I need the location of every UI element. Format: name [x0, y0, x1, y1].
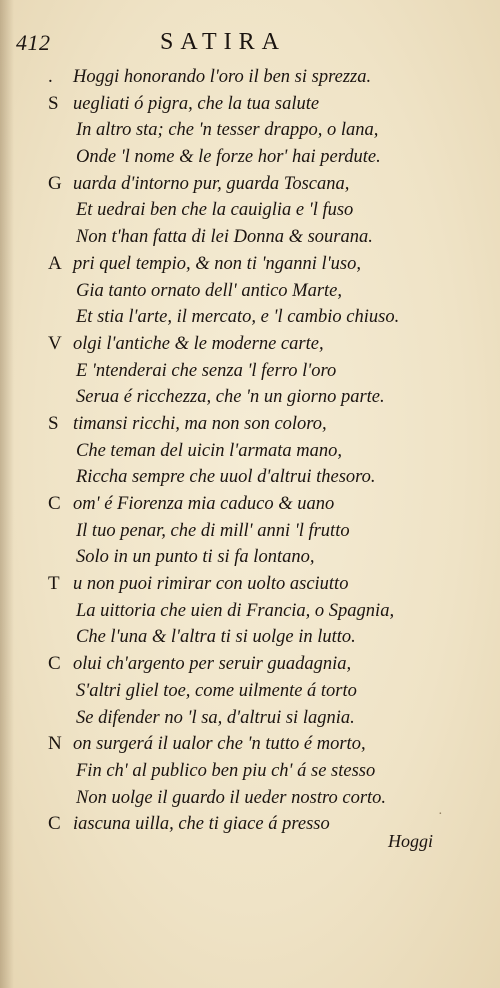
verse-text: Gia tanto ornato dell' antico Marte, [76, 280, 343, 301]
verse-line [0, 598, 500, 625]
verse-text: Non t'han fatta di lei Donna & sourana. [76, 227, 373, 248]
verse-text: Non uolge il guardo il ueder nostro corto. [76, 787, 387, 808]
verse-line [0, 544, 500, 571]
verse-text: Solo in un punto ti si fa lontano, [76, 547, 315, 568]
verse-line [0, 464, 500, 491]
verse-text: E 'ntenderai che senza 'l ferro l'oro [76, 360, 337, 381]
verse-line [0, 624, 500, 651]
verse-text: on surgerá il ualor che 'n tutto é morto, [73, 734, 366, 755]
verse-line [0, 197, 500, 224]
verse-text: Et stia l'arte, il mercato, e 'l cambio chiuso. [76, 307, 400, 328]
page-number: 412 [16, 30, 51, 55]
verse-text: Serua é ricchezza, che 'n un giorno parte. [76, 387, 385, 408]
verse-line [0, 731, 500, 758]
verse-initial: . [48, 66, 53, 87]
verse-text: timansi ricchi, ma non son coloro, [73, 413, 327, 434]
verse-initial: A [48, 252, 62, 274]
verse-line [0, 251, 500, 278]
verse-initial: G [48, 172, 62, 194]
verse-line [0, 571, 500, 598]
verse-text: In altro sta; che 'n tesser drappo, o lana, [76, 120, 379, 141]
verse-text: S'altri gliel toe, come uilmente á torto [76, 680, 357, 701]
verse-line [0, 438, 500, 465]
verse-text: Che l'una & l'altra ti si uolge in lutto. [76, 627, 356, 648]
verse-line [0, 705, 500, 732]
verse-initial: V [48, 332, 62, 354]
page-header [0, 26, 500, 62]
verse-line [0, 331, 500, 358]
verse-text: Riccha sempre che uuol d'altrui thesoro. [76, 467, 376, 488]
verse-initial: C [48, 653, 61, 675]
verse-line [0, 678, 500, 705]
verse-initial: S [48, 412, 59, 434]
verse-line [0, 144, 500, 171]
verse-line [0, 651, 500, 678]
verse-line [0, 64, 500, 91]
running-head: SATIRA [160, 29, 287, 55]
verse-line [0, 358, 500, 385]
verse-text: Et uedrai ben che la cauiglia e 'l fuso [76, 200, 354, 221]
verse-initial: S [48, 92, 59, 114]
verse-text: Se difender no 'l sa, d'altrui si lagnia. [76, 707, 355, 728]
verse-text: iascuna uilla, che ti giace á presso [73, 814, 330, 835]
verse-line [0, 411, 500, 438]
verse-line [0, 278, 500, 305]
verse-line [0, 758, 500, 785]
verse-text: Fin ch' al publico ben piu ch' á se stesso [76, 760, 376, 781]
verse-initial: C [48, 493, 61, 514]
verse-line [0, 384, 500, 411]
verse-text: u non puoi rimirar con uolto asciutto [73, 574, 349, 595]
verse-line [0, 785, 500, 812]
verse-text: uarda d'intorno pur, guarda Toscana, [73, 173, 350, 194]
verse-text: uegliati ó pigra, che la tua salute [73, 93, 320, 114]
verse-line [0, 224, 500, 251]
verse-initial: N [48, 733, 62, 755]
verse-text: Il tuo penar, che di mill' anni 'l frutto [76, 520, 350, 541]
verse-text: Onde 'l nome & le forze hor' hai perdute. [76, 147, 381, 168]
verse-text: olgi l'antiche & le moderne carte, [73, 333, 324, 354]
verse-initial: T [48, 573, 60, 595]
verse-line [0, 491, 500, 518]
verse-line [0, 304, 500, 331]
ink-speck: · [438, 807, 443, 822]
verse-text: olui ch'argento per seruir guadagnia, [73, 654, 352, 675]
verse-line [0, 91, 500, 118]
verse-text: Hoggi honorando l'oro il ben si sprezza. [73, 67, 372, 87]
catchword: Hoggi [388, 831, 433, 851]
verse-text: Che teman del uicin l'armata mano, [76, 440, 343, 461]
verse-initial: C [48, 813, 61, 835]
verse-text: om' é Fiorenza mia caduco & uano [73, 494, 335, 514]
verse-line [0, 117, 500, 144]
verse-line [0, 171, 500, 198]
verse-text: La uittoria che uien di Francia, o Spagnia, [76, 600, 395, 621]
verse-block [0, 64, 500, 838]
verse-text: pri quel tempio, & non ti 'nganni l'uso, [73, 253, 361, 274]
verse-line [0, 518, 500, 545]
